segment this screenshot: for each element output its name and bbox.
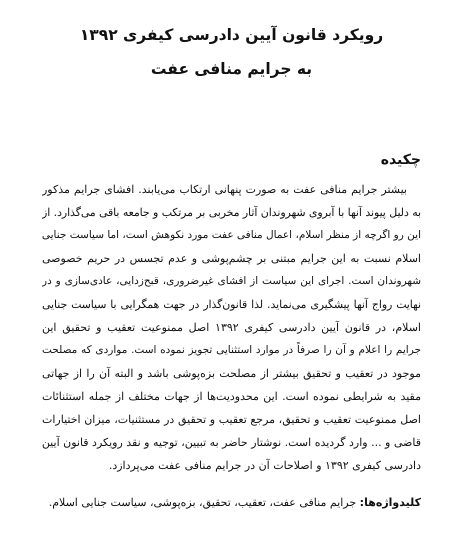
keywords-label: کلیدواژه‌ها:	[359, 496, 421, 509]
abstract-line: مقید به شرایطی نموده است. این محدودیت‌ها از جهات مختلف از جمله استثنائات	[42, 390, 421, 403]
abstract-line: دادرسی کیفری ۱۳۹۲ و اصلاحات آن در جرایم منافی عفت می‌پردازد.	[108, 459, 421, 472]
abstract-line: جرایم را اعلام و آن را صرفاً در موارد استثنایی تجویز نموده است. مواردی که مصلحت	[42, 344, 421, 356]
paper-title-line-1: رویکرد قانون آیین دادرسی کیفری ۱۳۹۲	[79, 26, 384, 44]
abstract-line: اسلام نسبت به این جرایم مبتنی بر چشم‌پوشی و عدم تجسس در حریم خصوصی	[42, 252, 421, 265]
abstract-line: این رو اگرچه از منظر اسلام، اعمال منافی عفت مورد نکوهش است، اما سیاست جنایی	[42, 229, 421, 241]
abstract-line: قاضی و ... وارد گردیده است. نوشتار حاضر به تبیین، توجیه و نقد رویکرد قانون آیین	[42, 436, 421, 449]
abstract-line: اسلام، در قانون آیین دادرسی کیفری ۱۳۹۲ اصل ممنوعیت تعقیب و تحقیق این	[42, 321, 421, 334]
abstract-heading: چکیده	[380, 152, 421, 168]
abstract-body	[42, 178, 421, 477]
abstract-line: به دلیل پیوند آنها با آبروی شهروندان آثار مخربی بر مرتکب و جامعه باقی می‌گذارد. از	[42, 206, 421, 219]
keywords-text: جرایم منافی عفت، تعقیب، تحقیق، بزه‌پوشی، سیاست جنایی اسلام.	[48, 496, 360, 509]
abstract-line: نهایت رواج آنها پیشگیری می‌نماید. لذا قانون‌گذار در جهت همگرایی با سیاست جنایی	[42, 298, 421, 311]
paper-title-line-2: به جرایم منافی عفت	[150, 60, 313, 78]
abstract-line: اصل ممنوعیت تعقیب و تحقیق، مرجع تعقیب و تحقیق در مستثنیات، میزان اختیارات	[42, 413, 421, 426]
abstract-line: شهروندان است. اجرای این سیاست از افشای غیرضروری، قبح‌زدایی، عادی‌سازی و در	[42, 275, 421, 287]
abstract-line: موجود در تعقیب و تحقیق بیشتر از مصلحت بزه‌پوشی باشد و البته آن را از جهاتی	[42, 367, 421, 380]
keywords	[42, 493, 421, 513]
abstract-line: بیشتر جرایم منافی عفت به صورت پنهانی ارتکاب می‌یابند. افشای جرایم مذکور	[42, 183, 407, 196]
